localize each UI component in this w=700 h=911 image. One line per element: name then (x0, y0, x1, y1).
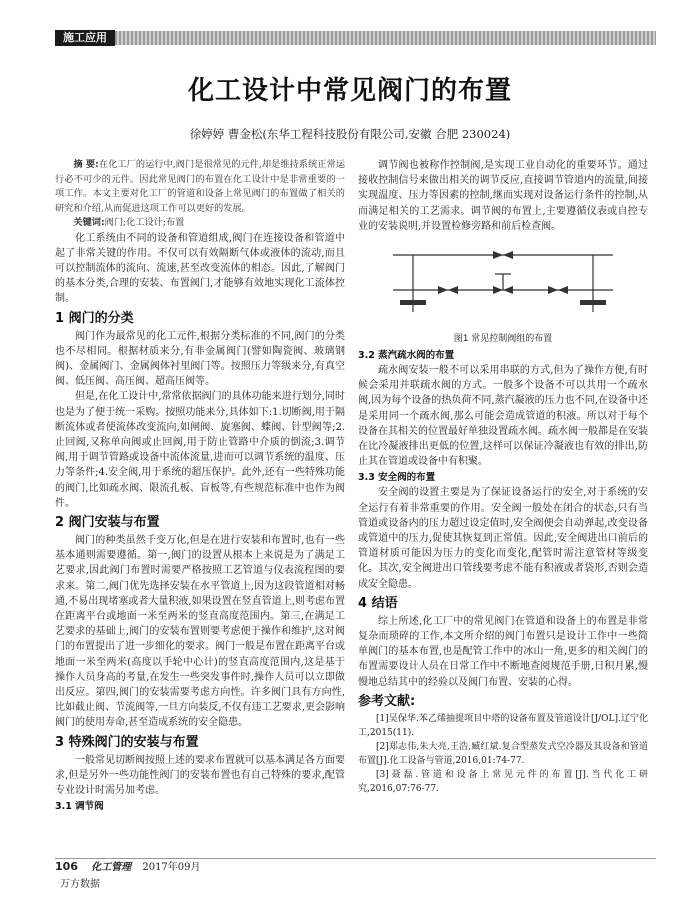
bypass-valve-icon (493, 251, 503, 259)
section-3-paragraph-1: 一般常见切断阀按照上述的要求布置就可以基本满足各方面要求,但是另外一些功能性阀门的安装布置也有自己特殊的要求,配管专业设计时需另加考虑。 (55, 754, 345, 796)
control-valve-icon (493, 286, 503, 294)
page-footer (55, 860, 201, 875)
abstract (55, 158, 345, 216)
section-3-1-paragraph: 调节阀也被称作控制阀,是实现工业自动化的重要环节。通过接收控制信号来做出相关的调节反应,直接调节管道内的流量,间接实现温度、压力等因素的控制,继而实现对设备运行条件的控制,从而满足相关的工艺需求。调节阀的布置上,主要遵循仪表或自控专业的安装说明,并设置检修旁路和前后检查阀。 (358, 160, 648, 232)
footer-divider (55, 858, 656, 859)
figure-caption: 图1 常见控制阀组的布置 (453, 334, 553, 345)
reference-item: [2]郑志伟,朱大亮,王浩,臧红斌.复合型蒸发式空冷器及其设备和管道布置[J].化工设备与管道,2016,01:74-77. (358, 741, 648, 766)
keywords-label: 关键词: (73, 217, 105, 228)
abstract-label: 摘 要: (73, 159, 99, 170)
left-column (55, 158, 345, 814)
keywords (55, 216, 345, 231)
page-number: 106 (55, 860, 78, 873)
section-3-title: 3 特殊阀门的安装与布置 (55, 734, 199, 750)
isolation-valve-left-icon (438, 286, 448, 294)
section-3-3-paragraph: 安全阀的设置主要是为了保证设备运行的安全,对于系统的安全运行有着非常重要的作用。安全阀一般处在闭合的状态,只有当管道或设备内的压力超过设定值时,安全阀便会自动弹起,改变设备或管道中的压力,促使其恢复到正常值。因此,安全阀进出口前后的管道材质可能因为压力的变化而变化,配管时需注意管材等级变化。其次,安全阀进出口管线要考虑不能有积液或者袋形,否则会造成安全隐患。 (358, 487, 648, 590)
reference-item: [1]吴保华.苯乙烯抽提项目中塔的设备布置及管道设计[J/OL].辽宁化工,2015(11). (358, 713, 648, 738)
section-4-title: 4 结语 (358, 595, 398, 611)
article-title: 化工设计中常见阀门的布置 (187, 76, 512, 106)
section-2-title: 2 阀门安装与布置 (55, 514, 160, 530)
source-watermark: 万方数据 (60, 879, 100, 890)
header-bar (55, 31, 656, 45)
control-valve-figure (358, 240, 648, 330)
authors: 徐婷婷 曹金松(东华工程科技股份有限公司,安徽 合肥 230024) (189, 127, 511, 141)
section-1-paragraph-1: 阀门作为最常见的化工元件,根据分类标准的不同,阀门的分类也不尽相同。根据材质来分,有非金属阀门(譬如陶瓷阀、玻璃钢阀)、金属阀门、金属阀体衬里阀门等。按照压力等级来分,有真空阀、低压阀、高压阀、超高压阀等。 (55, 330, 345, 388)
section-1-title: 1 阀门的分类 (55, 310, 134, 326)
section-3-2-title: 3.2 蒸汽疏水阀的布置 (358, 350, 455, 362)
section-1-paragraph-2: 但是,在化工设计中,常常依据阀门的具体功能来进行划分,同时也是为了便于统一采购。按照功能来分,具体如下:1.切断阀,用于隔断流体或者使流体改变流向,如闸阀、旋塞阀、蝶阀、针型阀等;2.止回阀,又称单向阀或止回阀,用于防止管路中介质的倒流;3.调节阀,用于调节管路或设备中流体流量,进而可以调节系统的温度、压力等条件;4.安全阀,用于系统的超压保护。此外,还有一些特殊功能的阀门,比如疏水阀、限流孔板、盲板等,有些规范标准中也作为阀件。 (55, 391, 345, 509)
control-valve-diagram (358, 240, 648, 330)
section-3-1-title: 3.1 调节阀 (55, 801, 104, 813)
section-2-paragraph-1: 阀门的种类虽然千变万化,但是在进行安装和布置时,也有一些基本通则需要遵循。第一,阀门的设置从根本上来说是为了满足工艺要求,因此阀门布置时需要严格按照工艺管道与仪表流程图的要求来。第二,阀门优先选择安装在水平管道上,因为这段管道相对畅通,不易出现堵塞或者大量积液,如果设置在竖直管道上,则考虑布置在距离平台或地面一米至两米的竖直高度范围内。第三,在满足工艺要求的基础上,阀门的安装布置则要考虑便于操作和维护,这对阀门的布置提出了进一步细化的要求。阀门一般是布置在距离平台或地面一米至两米(高度以手轮中心计)的竖直高度范围内,这是基于操作人员身高的考量,在发生一些突发事件时,操作人员可以立即做出反应。第四,阀门的安装需要考虑方向性。许多阀门具有方向性,比如截止阀、节流阀等,一旦方向装反,不仅有违工艺要求,更会影响阀门的使用寿命,甚至造成系统的安全隐患。 (55, 534, 345, 729)
keywords-text: 阀门;化工设计;布置 (104, 217, 185, 228)
section-4-paragraph: 综上所述,化工厂中的常见阀门在管道和设备上的布置是非常复杂而琐碎的工作,本文所介绍的阀门布置只是设计工作中一些简单阀门的基本布置,也是配管工作中的冰山一角,更多的相关阀门的布置需要设计人员在日常工作中不断地查阅规范手册,日积月累,慢慢地总结其中的经验以及阀门布置、安装的心得。 (358, 615, 648, 688)
section-tag: 施工应用 (55, 30, 115, 46)
issue-date: 2017年09月 (142, 862, 201, 873)
drain-valve-right-icon (580, 300, 606, 305)
intro-paragraph: 化工系统由不同的设备和管道组成,阀门在连接设备和管道中起了非常关键的作用。不仅可以有效隔断气体或液体的流动,而且可以控制流体的流向、流速,甚至改变流体的相态。因此,了解阀门的基本分类,合理的安装、布置阀门,才能够有效地实现化工流体控制。 (55, 232, 345, 305)
references-title: 参考文献: (358, 693, 416, 709)
right-column (358, 158, 648, 796)
abstract-text: 在化工厂的运行中,阀门是很常见的元件,却是维持系统正常运行必不可少的元件。因此常见阀门的布置在化工设计中是非常重要的一项工作。本文主要对化工厂的管道和设备上常见阀门的布置做了相关的研究和介绍,从而促进这项工作可以更好的发展。 (55, 159, 346, 214)
reference-item: [3]聂磊.管道和设备上常见元件的布置[J].当代化工研究,2016,07:76-77. (358, 769, 648, 794)
section-3-3-title: 3.3 安全阀的布置 (358, 472, 436, 484)
isolation-valve-right-icon (548, 286, 558, 294)
drain-valve-left-icon (400, 300, 426, 305)
journal-name: 化工管理 (91, 862, 132, 873)
section-3-2-paragraph: 疏水阀安装一般不可以采用串联的方式,但为了操作方便,有时候会采用并联疏水阀的方式。一般多个设备不可以共用一个疏水阀,因为每个设备的热负荷不同,蒸汽凝液的压力也不同,在设备中还是采用同一个疏水阀,那么可能会造成管道的积液。所以对于每个设备在其相关的位置最好单独设置疏水阀。疏水阀一般都是在安装在比冷凝液排出更低的位置,这样可以保证冷凝液也有效的排出,防止其在管道或设备中有积聚。 (358, 365, 648, 468)
